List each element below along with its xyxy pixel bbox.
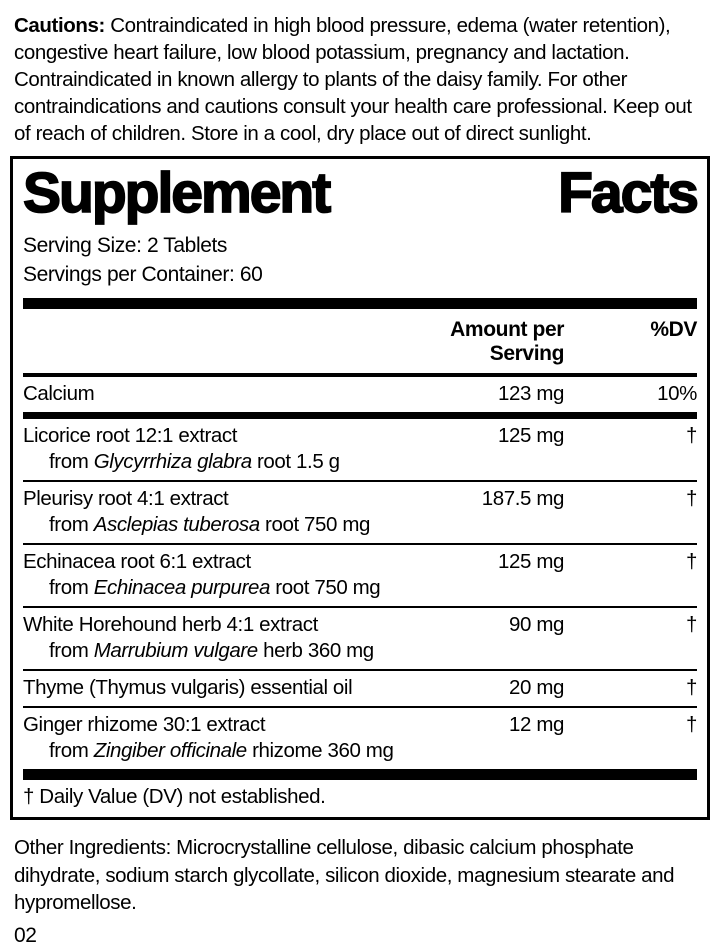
cautions-text: Contraindicated in high blood pressure, edema (water retention), congestive heart failure, low blood potassium, pregnancy and lactation. Contraindicated in known allergy to plants of the daisy family. For other contraindications and cautions consult your health care professional. Keep out of reach of children. Store in a cool, dry place out of direct sunlight. [14,14,692,145]
ingredient-name: Pleurisy root 4:1 extract [23,487,229,510]
table-row-calcium [23,377,697,412]
source-suffix: root 750 mg [270,576,381,599]
cautions-paragraph [14,12,706,147]
ingredient-dv: † [685,613,697,636]
source-prefix: from [49,450,94,473]
ingredient-dv: † [685,713,697,736]
panel-title-word1: Supplement [23,161,330,225]
ingredient-amount: 125 mg [498,550,564,573]
ingredient-name: Thyme (Thymus vulgaris) essential oil [23,676,353,699]
table-row-ginger [23,708,697,769]
supplement-facts-panel [10,156,710,820]
amount-per-serving-header: Amount per Serving [450,318,564,365]
source-prefix: from [49,576,94,599]
source-latin-name: Marrubium vulgare [93,639,258,662]
ingredient-name: Licorice root 12:1 extract [23,424,238,447]
page-number: 02 [14,923,37,947]
divider-below-calcium [23,412,697,419]
ingredient-amount: 123 mg [498,382,564,405]
cautions-label: Cautions: [14,14,105,37]
ingredient-amount: 20 mg [509,676,564,699]
table-row-white-horehound [23,608,697,669]
source-suffix: root 750 mg [259,513,371,536]
percent-dv-header: %DV [650,318,697,341]
other-ingredients-paragraph: Other Ingredients: Microcrystalline cellulose, dibasic calcium phosphate dihydrate, sodium starch glycollate, silicon dioxide, magnesium stearate and hypromellose. [14,836,675,914]
table-row-licorice [23,419,697,480]
source-prefix: from [49,639,94,662]
ingredient-source-line [23,575,697,601]
ingredient-source-line [23,512,697,538]
table-column-header [23,309,697,373]
serving-info [23,231,697,289]
ingredient-amount: 125 mg [498,424,564,447]
servings-per-container: Servings per Container: 60 [23,263,263,286]
source-prefix: from [49,739,94,762]
ingredient-dv: 10% [657,382,697,405]
ingredient-name: White Horehound herb 4:1 extract [23,613,318,636]
divider-thick-bottom [23,769,697,780]
ingredient-source-line [23,449,697,475]
ingredient-source-line [23,738,697,764]
divider-thick-top [23,298,697,309]
ingredient-name: Ginger rhizome 30:1 extract [23,713,266,736]
source-latin-name: Echinacea purpurea [93,576,270,599]
ingredient-dv: † [685,487,697,510]
ingredient-source-line [23,638,697,664]
source-latin-name: Glycyrrhiza glabra [93,450,252,473]
source-latin-name: Asclepias tuberosa [93,513,260,536]
ingredient-name: Calcium [23,382,95,405]
table-row-thyme [23,671,697,706]
source-suffix: rhizome 360 mg [246,739,394,762]
ingredient-dv: † [685,550,697,573]
source-suffix: herb 360 mg [257,639,374,662]
serving-size: Serving Size: 2 Tablets [23,234,228,257]
ingredient-name: Echinacea root 6:1 extract [23,550,251,573]
source-latin-name: Zingiber officinale [93,739,247,762]
ingredient-amount: 187.5 mg [481,487,564,510]
panel-title [23,162,697,224]
ingredient-dv: † [685,424,697,447]
ingredient-amount: 12 mg [509,713,564,736]
source-suffix: root 1.5 g [251,450,340,473]
column-header-spacer [23,318,374,366]
panel-title-word2: Facts [558,161,697,225]
source-prefix: from [49,513,94,536]
daily-value-footnote: † Daily Value (DV) not established. [23,785,326,808]
ingredient-dv: † [685,676,697,699]
ingredient-amount: 90 mg [509,613,564,636]
table-row-pleurisy [23,482,697,543]
table-row-echinacea [23,545,697,606]
